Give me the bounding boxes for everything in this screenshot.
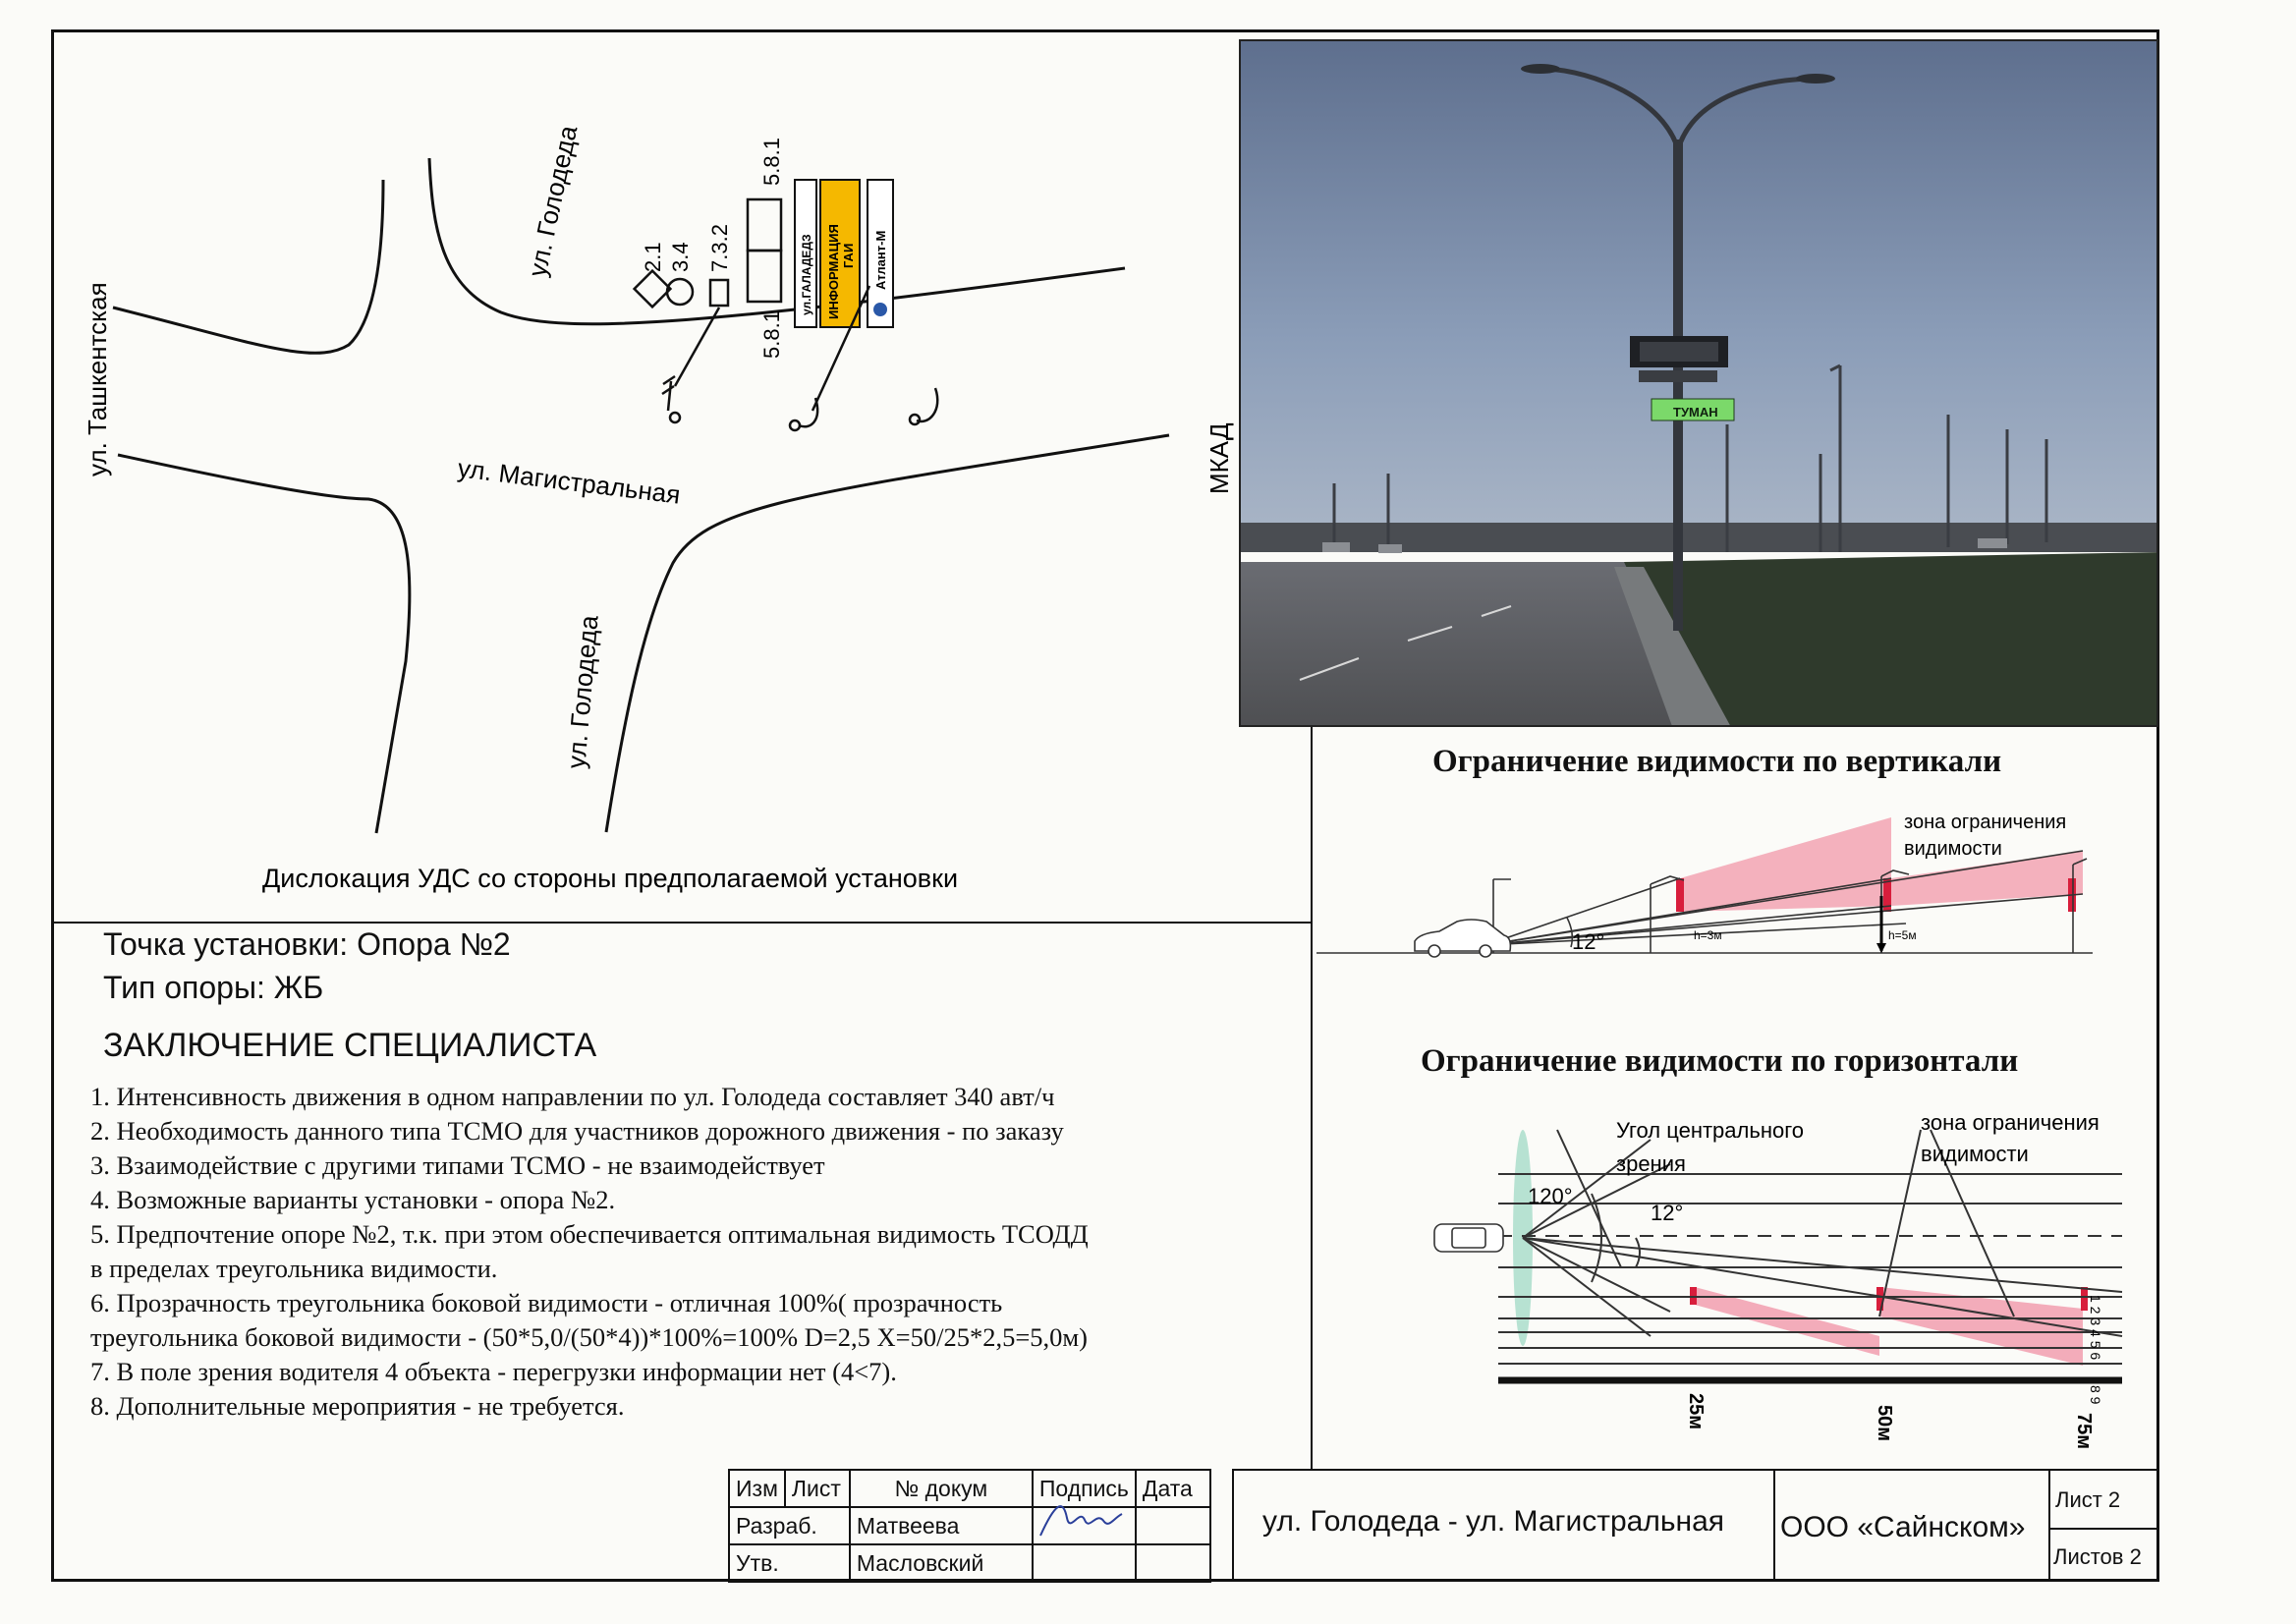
road-golodeda-bottom-edge: [606, 435, 1169, 832]
board-street-name-text: ул.ГАЛАДЕДЗ: [800, 234, 813, 315]
vertical-title: Ограничение видимости по вертикали: [1432, 744, 2002, 779]
board-info-line2: ГАИ: [841, 243, 856, 268]
sign-code-5-8-1-top: 5.8.1: [759, 138, 784, 186]
sign-5-8-1-lower: [748, 251, 781, 302]
sign-3-4-symbol: [667, 279, 693, 305]
tb-company: ООО «Сайнском»: [1780, 1511, 2026, 1543]
tb-utv-signature: [1033, 1544, 1136, 1582]
horizontal-central-label-2: зрения: [1616, 1151, 1686, 1176]
conclusion-item-1: 1. Интенсивность движения в одном направлении по ул. Голодеда составляет 340 авт/ч: [90, 1082, 1055, 1111]
conclusion-item-5: 5. Предпочтение опоре №2, т.к. при этом обеспечивается оптимальная видимость ТСОДД: [90, 1219, 1089, 1249]
vertical-h2: h=5м: [1888, 928, 1917, 942]
conclusion-item-6: 6. Прозрачность треугольника боковой видимости - отличная 100%( прозрачность: [90, 1288, 1003, 1317]
horizontal-angle-12: 12°: [1651, 1201, 1684, 1225]
horizontal-lane-numbers: 1 2 3 4 5 6: [2088, 1295, 2103, 1361]
street-golodeda-top: ул. Голодеда: [522, 123, 584, 280]
tb-utv: Утв.: [729, 1544, 850, 1582]
site-photo: [1239, 39, 2158, 727]
distance-50: 50м: [1874, 1405, 1895, 1442]
horizontal-title: Ограничение видимости по горизонтали: [1421, 1043, 2019, 1079]
distance-75: 75м: [2073, 1413, 2095, 1450]
sign-code-2-1: 2.1: [641, 242, 665, 272]
conclusion-item-7: 7. В поле зрения водителя 4 объекта - перегрузки информации нет (4<7).: [90, 1357, 897, 1386]
sign-code-5-8-1-bottom: 5.8.1: [759, 310, 784, 359]
install-point: Точка установки: Опора №2: [103, 926, 511, 962]
tb-razrab: Разраб.: [729, 1507, 850, 1544]
street-tashkentskaya: ул. Ташкентская: [83, 282, 112, 476]
tb-sheet: Лист 2: [2055, 1487, 2121, 1512]
tb-divider-company: [1773, 1469, 1775, 1582]
photo-tuman-text: ТУМАН: [1673, 405, 1718, 420]
conclusion-item-2: 2. Необходимость данного типа ТСМО для участников дорожного движения - по заказу: [90, 1116, 1064, 1146]
tb-utv-name: Масловский: [850, 1544, 1033, 1582]
sign-5-8-1-upper: [748, 199, 781, 251]
tb-signature: Подпись: [1033, 1470, 1136, 1507]
horizontal-car-icon: [1434, 1224, 1503, 1252]
divider-vertical: [1311, 727, 1313, 1469]
sign-7-3-2-symbol: [710, 280, 728, 306]
horizontal-diagram: [1415, 1100, 2161, 1464]
tb-date: Дата: [1136, 1470, 1210, 1507]
vertical-angle: 12°: [1572, 929, 1605, 954]
conclusion-item-3: 3. Взаимодействие с другими типами ТСМО - не взаимодействует: [90, 1150, 825, 1180]
board-info-line1: ИНФОРМАЦИЯ: [826, 224, 841, 319]
sign-2-1-symbol: [635, 271, 671, 308]
conclusion-item-5b: в пределах треугольника видимости.: [90, 1254, 498, 1283]
road-magistralnaya-edge: [118, 455, 410, 833]
pole-type: Тип опоры: ЖБ: [103, 970, 324, 1005]
tb-utv-date: [1136, 1544, 1210, 1582]
tb-izm: Изм: [729, 1470, 785, 1507]
tb-divider-sheet: [2048, 1469, 2050, 1582]
conclusion-item-8: 8. Дополнительные мероприятия - не требуется.: [90, 1391, 625, 1421]
board-atlant-text: Атлант-М: [873, 230, 888, 290]
vertical-zone-label-2: видимости: [1904, 838, 2002, 860]
road-map: [54, 32, 1239, 917]
conclusion-item-4: 4. Возможные варианты установки - опора №2.: [90, 1185, 616, 1214]
photo-main-pole: [1673, 140, 1683, 631]
tb-razrab-date: [1136, 1507, 1210, 1544]
divider-horizontal: [51, 922, 1311, 924]
tb-razrab-signature: [1033, 1507, 1136, 1544]
street-golodeda-bottom: ул. Голодеда: [561, 614, 604, 770]
street-mkad: МКАД: [1204, 422, 1234, 494]
distance-25: 25м: [1685, 1393, 1707, 1430]
tb-sheets: Листов 2: [2053, 1544, 2142, 1569]
horizontal-zone-2: [1879, 1287, 2083, 1366]
road-tashkentskaya-edge: [113, 180, 383, 353]
site-photo-drawing: [1241, 41, 2158, 727]
board-atlant-logo: [873, 303, 887, 316]
conclusion-list: [90, 1080, 1299, 1424]
horizontal-zone-label-2: видимости: [1921, 1142, 2029, 1166]
tb-list: Лист: [785, 1470, 850, 1507]
horizontal-lane-numbers-2: 8 9: [2088, 1385, 2103, 1405]
horizontal-central-label-1: Угол центрального: [1616, 1118, 1804, 1143]
vertical-zone-label-1: зона ограничения: [1904, 812, 2067, 833]
tb-doc-no: № докум: [850, 1470, 1033, 1507]
conclusion-item-6b: треугольника боковой видимости - (50*5,0/(50*4))*100%=100% D=2,5 X=50/25*2,5=5,0м): [90, 1322, 1089, 1352]
signature-mark: [1036, 1498, 1124, 1538]
tb-object: ул. Голодеда - ул. Магистральная: [1262, 1505, 1724, 1538]
tb-razrab-name: Матвеева: [850, 1507, 1033, 1544]
horizontal-angle-120: 120°: [1528, 1184, 1573, 1208]
map-caption: Дислокация УДС со стороны предполагаемой установки: [262, 864, 959, 893]
horizontal-zone-label-1: зона ограничения: [1921, 1110, 2100, 1135]
sign-code-3-4: 3.4: [668, 242, 693, 272]
conclusion-heading: ЗАКЛЮЧЕНИЕ СПЕЦИАЛИСТА: [103, 1027, 597, 1064]
sign-code-7-3-2: 7.3.2: [707, 224, 732, 272]
vertical-h1: h=3м: [1694, 928, 1722, 942]
street-magistralnaya: ул. Магистральная: [456, 453, 683, 510]
tb-sheet-separator: [2048, 1528, 2159, 1530]
title-block-left: [728, 1469, 1211, 1583]
vertical-car-icon: [1415, 920, 1510, 957]
vertical-diagram: [1316, 786, 2152, 1012]
